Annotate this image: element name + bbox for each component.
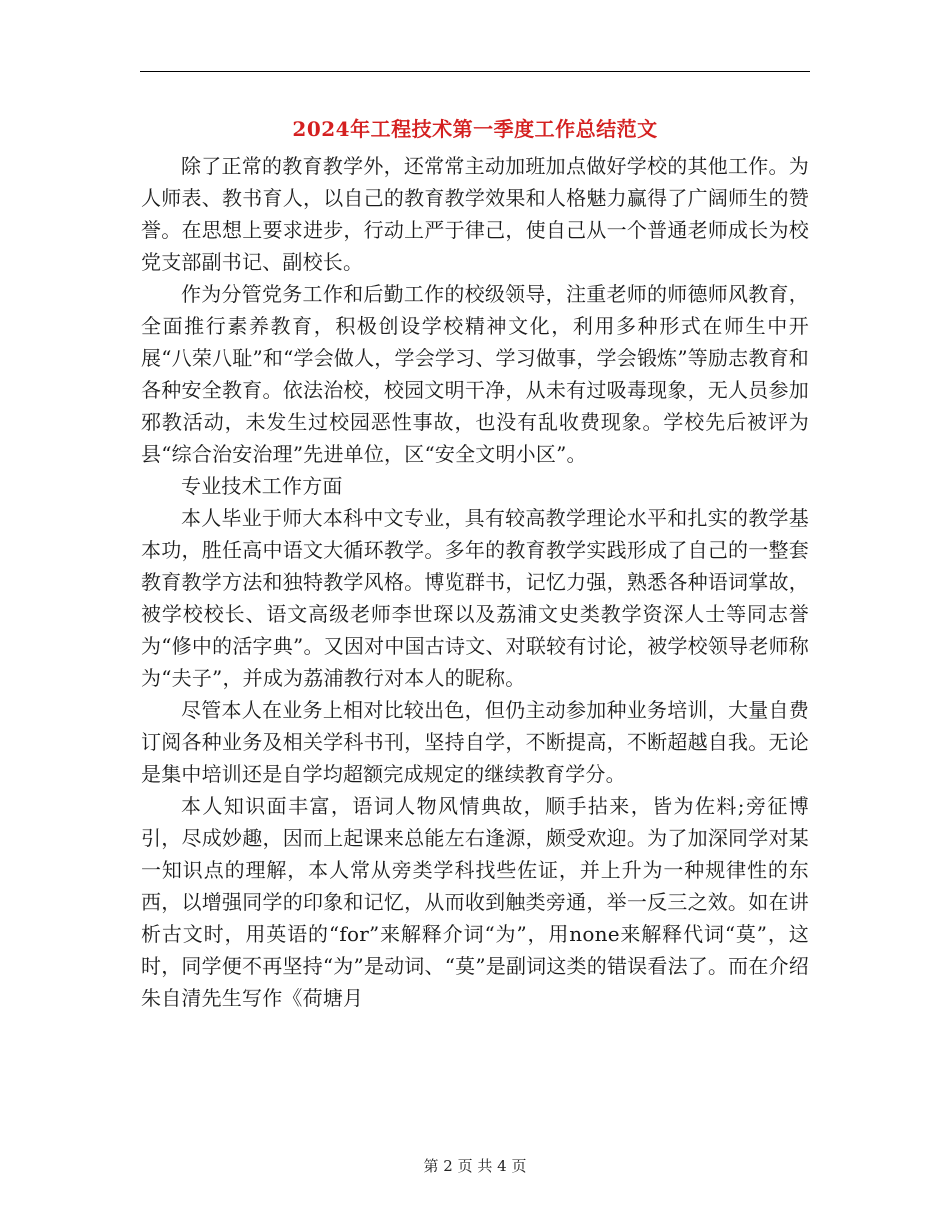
- page-footer: 第 2 页 共 4 页: [423, 1157, 527, 1175]
- header-rule: [140, 71, 810, 72]
- document-body: [141, 150, 809, 1014]
- paragraph: 作为分管党务工作和后勤工作的校级领导，注重老师的师德师风教育，全面推行素养教育，积极创设学校精神文化，利用多种形式在师生中开展“八荣八耻”和“学会做人，学会学习、学习做事，学会锻炼”等励志教育和各种安全教育。依法治校，校园文明干净，从未有过吸毒现象，无人员参加邪教活动，未发生过校园恶性事故，也没有乱收费现象。学校先后被评为县“综合治安治理”先进单位，区“安全文明小区”。: [141, 282, 809, 466]
- paragraph: 尽管本人在业务上相对比较出色，但仍主动参加种业务培训，大量自费订阅各种业务及相关学科书刊，坚持自学，不断提高，不断超越自我。无论是集中培训还是自学均超额完成规定的继续教育学分。: [141, 698, 809, 786]
- paragraph: 本人知识面丰富，语词人物风情典故，顺手拈来，皆为佐料;旁征博引，尽成妙趣，因而上起课来总能左右逢源，颇受欢迎。为了加深同学对某一知识点的理解，本人常从旁类学科找些佐证，并上升为一种规律性的东西，以增强同学的印象和记忆，从而收到触类旁通，举一反三之效。如在讲析古文时，用英语的“for”来解释介词“为”，用none来解释代词“莫”，这时，同学便不再坚持“为”是动词、“莫”是副词这类的错误看法了。而在介绍朱自清先生写作《荷塘月: [141, 794, 809, 1010]
- document-title: 2024年工程技术第一季度工作总结范文: [292, 117, 658, 141]
- paragraph: 本人毕业于师大本科中文专业，具有较高教学理论水平和扎实的教学基本功，胜任高中语文大循环教学。多年的教育教学实践形成了自己的一整套教育教学方法和独特教学风格。博览群书，记忆力强，熟悉各种语词掌故，被学校校长、语文高级老师李世琛以及荔浦文史类教学资深人士等同志誉为“修中的活字典”。又因对中国古诗文、对联较有讨论，被学校领导老师称为“夫子”，并成为荔浦教行对本人的昵称。: [141, 506, 809, 690]
- section-heading: 专业技术工作方面: [181, 474, 343, 498]
- paragraph: 除了正常的教育教学外，还常常主动加班加点做好学校的其他工作。为人师表、教书育人，以自己的教育教学效果和人格魅力赢得了广阔师生的赞誉。在思想上要求进步，行动上严于律己，使自己从一个普通老师成长为校党支部副书记、副校长。: [141, 154, 809, 274]
